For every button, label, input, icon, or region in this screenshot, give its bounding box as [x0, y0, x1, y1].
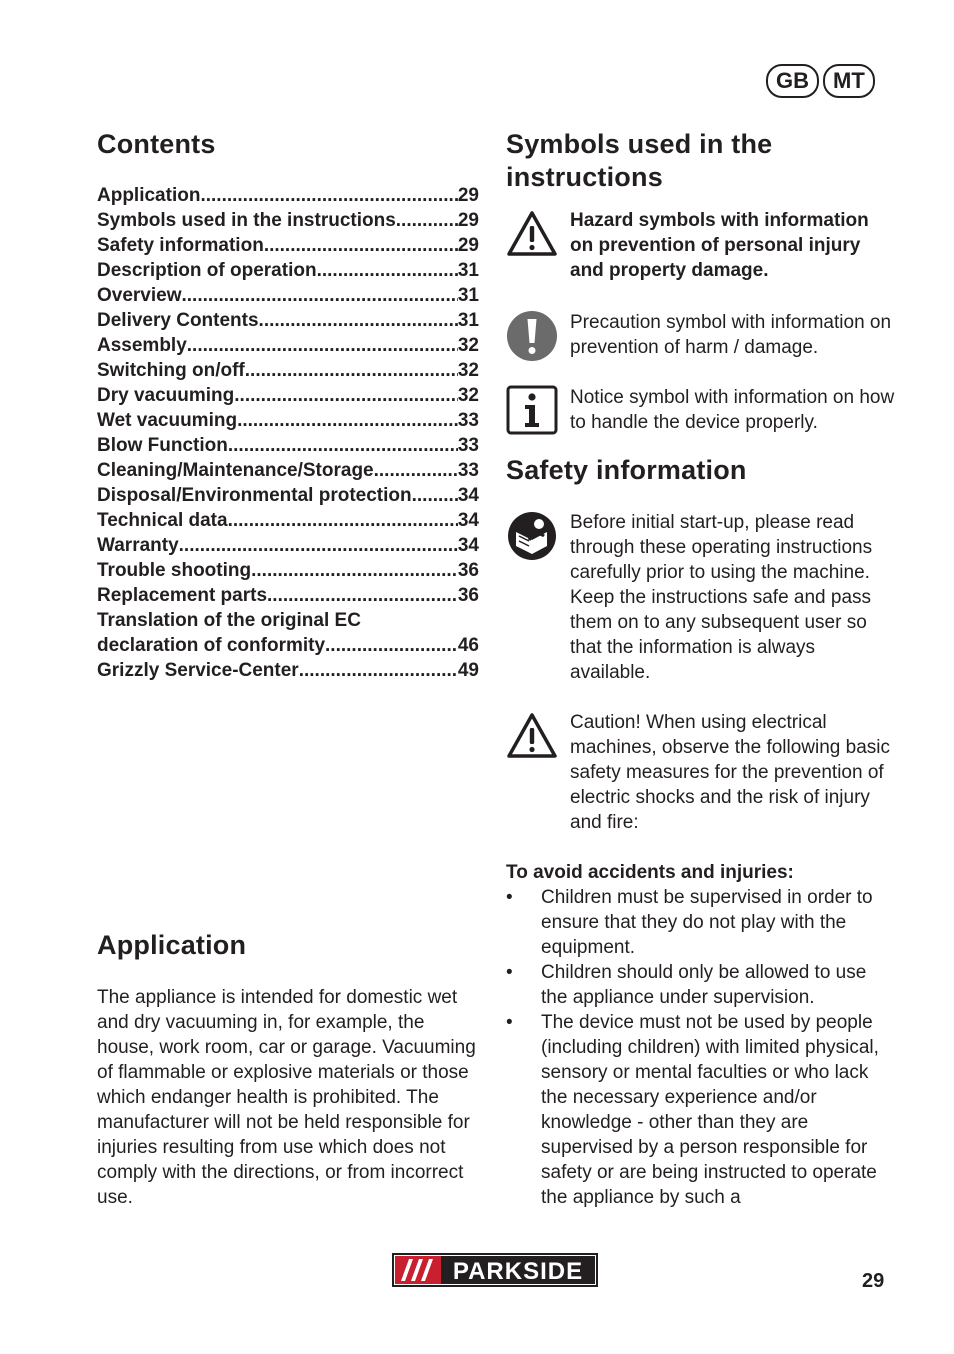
logo-wordmark: PARKSIDE [452, 1258, 584, 1285]
lang-badge-mt: MT [823, 64, 875, 98]
toc-leader-dots [412, 483, 458, 508]
precaution-symbol-block [506, 310, 896, 360]
toc-entry [97, 358, 479, 383]
toc-entry-title: Application [97, 185, 201, 206]
toc-leader-dots [237, 408, 458, 433]
toc-entry-page: 46 [457, 635, 479, 656]
toc-leader-dots [179, 533, 458, 558]
bullet-dot: • [506, 1012, 513, 1033]
safety-bullet-text: The device must not be used by people (including children) with limited physical, sensory or mental faculties or who lack the necessary experience and/or knowledge - other than they are supervised by a person responsible for safety or are being instructed to operate the appliance by such a [541, 1012, 879, 1208]
toc-leader-dots [234, 383, 458, 408]
info-icon [506, 385, 558, 437]
lang-badge-gb: GB [766, 64, 819, 98]
toc-entry-title: Technical data [97, 510, 228, 531]
toc-entry-page: 32 [457, 360, 479, 381]
toc-entry-title: Trouble shooting [97, 560, 252, 581]
toc-leader-dots [228, 508, 458, 533]
toc-leader-dots [317, 258, 458, 283]
toc-entry-title: Assembly [97, 335, 187, 356]
page-number: 29 [862, 1270, 885, 1292]
toc-entry [97, 608, 479, 633]
precaution-symbol-text: Precaution symbol with information on prevention of harm / damage. [570, 312, 892, 358]
toc-entry-page: 32 [457, 385, 479, 406]
safety-bullet-text: Children must be supervised in order to ensure that they do not play with the equipment. [541, 887, 873, 958]
warning-triangle-icon [506, 208, 558, 260]
table-of-contents [97, 183, 479, 683]
toc-entry-page: 33 [457, 460, 479, 481]
toc-entry-page: 29 [457, 185, 479, 206]
read-manual-icon [506, 510, 558, 562]
toc-entry-page: 36 [457, 560, 479, 581]
safety-bullet-list [506, 885, 896, 1210]
toc-entry [97, 558, 479, 583]
toc-entry-page: 34 [457, 510, 479, 531]
toc-leader-dots [251, 558, 458, 583]
toc-leader-dots [299, 658, 458, 683]
toc-entry-page: 34 [457, 535, 479, 556]
toc-entry [97, 383, 479, 408]
toc-leader-dots [182, 283, 458, 308]
toc-entry-page: 32 [457, 335, 479, 356]
toc-entry [97, 583, 479, 608]
toc-entry [97, 283, 479, 308]
toc-entry-title: Overview [97, 285, 182, 306]
toc-entry-title: Symbols used in the instructions [97, 210, 396, 231]
toc-entry-page: 36 [457, 585, 479, 606]
toc-entry-title: Delivery Contents [97, 310, 259, 331]
toc-entry-page: 29 [457, 235, 479, 256]
toc-entry [97, 308, 479, 333]
toc-entry-page: 31 [457, 260, 479, 281]
toc-entry-title: Cleaning/Maintenance/Storage [97, 460, 374, 481]
toc-entry [97, 208, 479, 233]
toc-entry-title: Safety information [97, 235, 264, 256]
toc-entry-title: Description of operation [97, 260, 317, 281]
safety-bullet-item [506, 1010, 896, 1210]
toc-entry [97, 633, 479, 658]
toc-entry-title: Warranty [97, 535, 179, 556]
toc-entry-title: Disposal/Environmental protection [97, 485, 412, 506]
toc-leader-dots [374, 458, 458, 483]
safety-bullet-item [506, 885, 896, 960]
safety-heading: Safety information [506, 455, 747, 485]
safety-bullet-item [506, 960, 896, 1010]
exclamation-circle-icon [506, 310, 558, 362]
toc-entry-page: 34 [457, 485, 479, 506]
toc-leader-dots [264, 233, 458, 258]
toc-entry [97, 658, 479, 683]
contents-heading: Contents [97, 129, 216, 159]
toc-leader-dots [267, 583, 458, 608]
toc-entry [97, 258, 479, 283]
toc-entry [97, 333, 479, 358]
toc-entry [97, 483, 479, 508]
toc-leader-dots [187, 333, 458, 358]
toc-entry-page: 33 [457, 435, 479, 456]
toc-entry-page: 33 [457, 410, 479, 431]
parkside-logo [392, 1253, 598, 1287]
read-manual-block [506, 510, 896, 685]
toc-entry-title: Blow Function [97, 435, 228, 456]
toc-entry-title: declaration of conformity [97, 635, 326, 656]
toc-entry [97, 508, 479, 533]
toc-entry-title: Replacement parts [97, 585, 268, 606]
lang-badges [766, 64, 875, 98]
toc-entry [97, 183, 479, 208]
symbols-heading: Symbols used in the instructions [506, 129, 773, 192]
toc-entry [97, 458, 479, 483]
application-heading: Application [97, 930, 247, 960]
toc-entry [97, 433, 479, 458]
caution-block [506, 710, 896, 835]
toc-entry [97, 533, 479, 558]
toc-entry-title: Dry vacuuming [97, 385, 235, 406]
toc-entry-page: 29 [457, 210, 479, 231]
avoid-accidents-heading: To avoid accidents and injuries: [506, 862, 794, 883]
toc-leader-dots [396, 208, 458, 233]
toc-leader-dots [325, 633, 458, 658]
toc-entry-title: Translation of the original EC [97, 610, 361, 631]
hazard-symbol-text: Hazard symbols with information on prevention of personal injury and property damage. [570, 210, 869, 281]
bullet-dot: • [506, 887, 513, 908]
toc-leader-dots [245, 358, 458, 383]
hazard-symbol-block [506, 208, 896, 283]
toc-entry-title: Grizzly Service-Center [97, 660, 299, 681]
toc-entry [97, 408, 479, 433]
notice-symbol-block [506, 385, 896, 435]
toc-leader-dots [228, 433, 458, 458]
toc-entry-page: 31 [457, 310, 479, 331]
safety-bullet-text: Children should only be allowed to use the appliance under supervision. [541, 962, 867, 1008]
toc-leader-dots [259, 308, 458, 333]
toc-leader-dots [200, 183, 457, 208]
toc-entry-title: Wet vacuuming [97, 410, 238, 431]
read-manual-text: Before initial start-up, please read through these operating instructions carefully prior to using the machine. Keep the instructions safe and pass them on to any subsequent user so that the information is always available. [570, 512, 873, 683]
bullet-dot: • [506, 962, 513, 983]
toc-entry [97, 233, 479, 258]
toc-entry-title: Switching on/off [97, 360, 245, 381]
caution-text: Caution! When using electrical machines, observe the following basic safety measures for the prevention of electric shocks and the risk of injury and fire: [570, 712, 891, 833]
application-paragraph: The appliance is intended for domestic wet and dry vacuuming in, for example, the house, work room, car or garage. Vacuuming of flammable or explosive materials or those which endanger health is prohibited. The manufacturer will not be held responsible for injuries resulting from use which does not comply with the directions, or from incorrect use. [97, 987, 476, 1208]
caution-triangle-icon [506, 710, 558, 762]
toc-entry-page: 31 [457, 285, 479, 306]
toc-entry-page: 49 [457, 660, 479, 681]
notice-symbol-text: Notice symbol with information on how to handle the device properly. [570, 387, 895, 433]
